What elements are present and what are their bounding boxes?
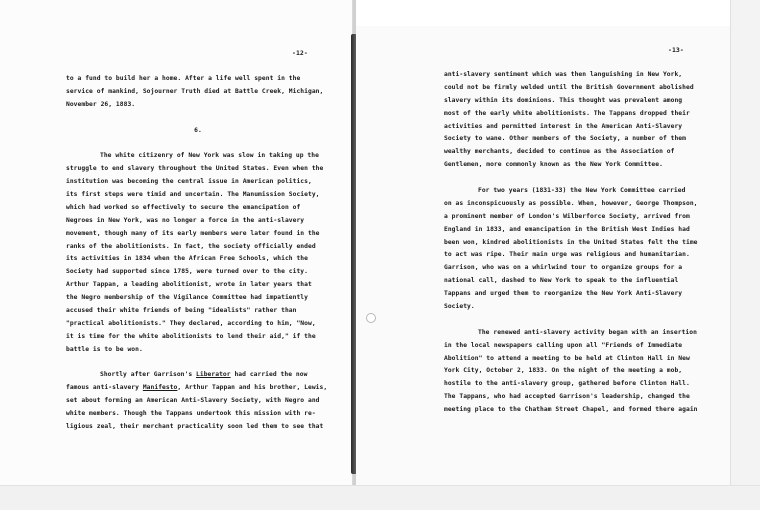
text-line: which had worked so effectively to secure the emancipation of [66, 203, 301, 211]
blank-line [444, 172, 708, 185]
left-page-text [66, 73, 330, 434]
text-line: wealthy merchants, decided to continue as the Association of [444, 148, 675, 156]
text-line: battle is to be won. [66, 345, 143, 353]
text-span: famous anti-slavery [66, 384, 143, 392]
text-line: its first steps were timid and uncertain. The Manumission Society, [66, 191, 320, 199]
text-line: The Tappans, who had accepted Garrison's leadership, changed the [444, 393, 690, 401]
text-line: Arthur Tappan, a leading abolitionist, wrote in later years that [66, 281, 312, 289]
text-line: York City, October 2, 1833. On the night of the meeting a mob, [444, 367, 683, 375]
text-line: the Negro membership of the Vigilance Committee had impatiently [66, 294, 308, 302]
blank-line [66, 112, 330, 125]
text-line: The white citizenry of New York was slow in taking up the [100, 152, 319, 160]
text-line: ranks of the abolitionists. In fact, the society officially ended [66, 242, 316, 250]
text-line: a prominent member of London's Wilberforce Society, arrived from [444, 212, 690, 220]
text-line: For two years (1831-33) the New York Committee carried [478, 187, 686, 195]
text-span: had carried the now [230, 371, 308, 379]
text-line: national call, dashed to New York to speak to the influential [444, 277, 679, 285]
page-number-right: -13- [668, 46, 684, 54]
text-line: ligious zeal, their merchant practicality soon led them to see that [66, 423, 324, 431]
text-line: been won, kindred abolitionists in the United States felt the time [444, 238, 698, 246]
text-line: England in 1833, and emancipation in the British West Indies had [444, 225, 690, 233]
text-line: Gentlemen, more commonly known as the New York Committee. [444, 161, 663, 169]
text-line: to a fund to build her a home. After a life well spent in the [66, 75, 301, 82]
text-line: it is time for the white abolitionists to lend their aid," if the [66, 332, 316, 340]
underlined-title: Liberator [196, 371, 231, 379]
text-line: set about forming an American Anti-Slavery Society, with Negro and [66, 397, 320, 405]
text-line: to act was ripe. Their main urge was religious and humanitarian. [444, 251, 690, 259]
text-line: struggle to end slavery throughout the United States. Even when the [66, 165, 324, 173]
blank-line [66, 137, 330, 150]
text-line: Society to wane. Other members of the Society, a number of them [444, 135, 686, 143]
text-line: Abolition" to attend a meeting to be held at Clinton Hall in New [444, 354, 690, 362]
text-line: activities and permitted interest in the American Anti-Slavery [444, 122, 683, 130]
text-line: movement, though many of its early members were later found in the [66, 229, 320, 237]
page-edge [730, 0, 760, 485]
underlined-title: Manifesto [142, 384, 178, 392]
text-line: Tappans and urged them to reorganize the New York Anti-Slavery [444, 290, 683, 298]
text-line: most of the early white abolitionists. The Tappans dropped their [444, 109, 690, 117]
text-line [66, 382, 330, 395]
scanner-bed [0, 485, 760, 510]
text-line: accused their white friends of being "idealists" rather than [66, 307, 297, 315]
text-line: Society had supported since 1785, were turned over to the city. [66, 268, 308, 276]
text-line: November 26, 1883. [66, 100, 136, 108]
text-line: in the local newspapers calling upon all "Friends of Immediate [444, 341, 683, 349]
blank-line [66, 357, 330, 370]
text-line: service of mankind, Sojourner Truth died at Battle Creek, Michigan, [66, 87, 324, 95]
text-span: Shortly after Garrison's [100, 371, 197, 379]
text-line: slavery within its dominions. This thought was prevalent among [444, 96, 683, 104]
left-page [0, 0, 353, 485]
text-line: could not be firmly welded until the British Government abolished [444, 83, 694, 91]
section-number: 6. [194, 126, 202, 134]
right-page-text [444, 69, 708, 417]
text-line: Society. [444, 303, 475, 311]
punch-hole [366, 313, 376, 323]
text-line: on as inconspicuously as possible. When, however, George Thompson, [444, 199, 698, 207]
text-span: , Arthur Tappan and his brother, Lewis, [177, 384, 328, 392]
text-line: hostile to the anti-slavery group, gathered before Clinton Hall. [444, 380, 690, 388]
text-line: "practical abolitionists." They declared, according to him, "Now, [66, 319, 316, 327]
text-line: Garrison, who was on a whirlwind tour to organize groups for a [444, 264, 683, 272]
text-line: anti-slavery sentiment which was then languishing in New York, [444, 71, 683, 78]
text-line [66, 369, 330, 382]
text-line: The renewed anti-slavery activity began with an insertion [478, 328, 697, 336]
page-number-left: -12- [292, 49, 308, 57]
right-page [356, 26, 730, 485]
blank-line [444, 314, 708, 327]
text-line: institution was becoming the central issue in American politics, [66, 178, 312, 186]
text-line: meeting place to the Chatham Street Chapel, and formed there again [444, 406, 698, 414]
text-line: white members. Though the Tappans undertook this mission with re- [66, 410, 316, 418]
text-line: Negroes in New York, was no longer a force in the anti-slavery [66, 216, 305, 224]
text-line: its activities in 1834 when the African Free Schools, which the [66, 255, 308, 263]
